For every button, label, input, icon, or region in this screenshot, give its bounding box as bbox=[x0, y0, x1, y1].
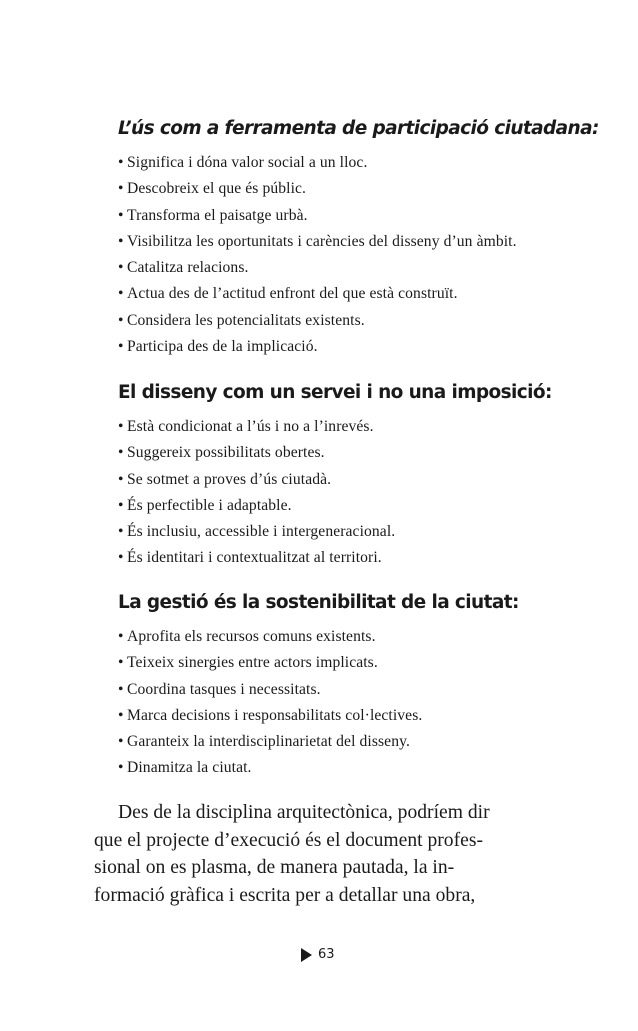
list-item: • Considera les potencialitats existents. bbox=[118, 311, 365, 329]
list-item: • Visibilitza les oportunitats i carències del disseny d’un àmbit. bbox=[118, 232, 517, 250]
bullet-list bbox=[118, 150, 588, 360]
page-footer bbox=[301, 947, 335, 962]
list-item: • Participa des de la implicació. bbox=[118, 338, 318, 356]
list-item: • Actua des de l’actitud enfront del que està construït. bbox=[118, 285, 458, 303]
list-item: • Transforma el paisatge urbà. bbox=[118, 206, 308, 224]
body-paragraph bbox=[94, 799, 564, 909]
list-item: • És perfectible i adaptable. bbox=[118, 496, 292, 514]
list-item: • Teixeix sinergies entre actors implicats. bbox=[118, 654, 378, 672]
list-item: • Suggereix possibilitats obertes. bbox=[118, 444, 325, 462]
page-number: 63 bbox=[318, 947, 335, 962]
bullet-list bbox=[118, 624, 588, 782]
list-item: • És identitari i contextualitzat al territori. bbox=[118, 549, 382, 567]
paragraph-line: sional on es plasma, de manera pautada, la in- bbox=[94, 857, 455, 878]
list-item: • Coordina tasques i necessitats. bbox=[118, 680, 321, 698]
list-item: • Catalitza relacions. bbox=[118, 259, 249, 277]
section-title: L’ús com a ferramenta de participació ciutadana: bbox=[118, 118, 599, 139]
list-item: • Garanteix la interdisciplinarietat del disseny. bbox=[118, 733, 410, 751]
paragraph-line: Des de la disciplina arquitectònica, podríem dir bbox=[118, 802, 490, 823]
list-item: • Aprofita els recursos comuns existents. bbox=[118, 628, 376, 645]
list-item: • Descobreix el que és públic. bbox=[118, 180, 307, 198]
paragraph-line: formació gràfica i escrita per a detallar una obra, bbox=[94, 884, 476, 906]
triangle-right-icon bbox=[301, 948, 312, 962]
list-item: • Està condicionat a l’ús i no a l’inrevés. bbox=[118, 418, 374, 435]
bullet-list bbox=[118, 414, 588, 572]
section-participacio bbox=[118, 118, 599, 360]
list-item: • Marca decisions i responsabilitats col·lectives. bbox=[118, 706, 423, 724]
list-item: • Se sotmet a proves d’ús ciutadà. bbox=[118, 470, 332, 488]
section-gestio bbox=[118, 592, 588, 782]
section-title: El disseny com un servei i no una imposició: bbox=[118, 382, 552, 403]
list-item: • Significa i dóna valor social a un lloc. bbox=[118, 154, 368, 171]
paragraph-line: que el projecte d’execució és el document profes- bbox=[94, 829, 483, 851]
section-title: La gestió és la sostenibilitat de la ciutat: bbox=[118, 592, 519, 613]
list-item: • És inclusiu, accessible i intergeneracional. bbox=[118, 523, 396, 541]
list-item: • Dinamitza la ciutat. bbox=[118, 759, 252, 777]
section-disseny bbox=[118, 382, 588, 572]
